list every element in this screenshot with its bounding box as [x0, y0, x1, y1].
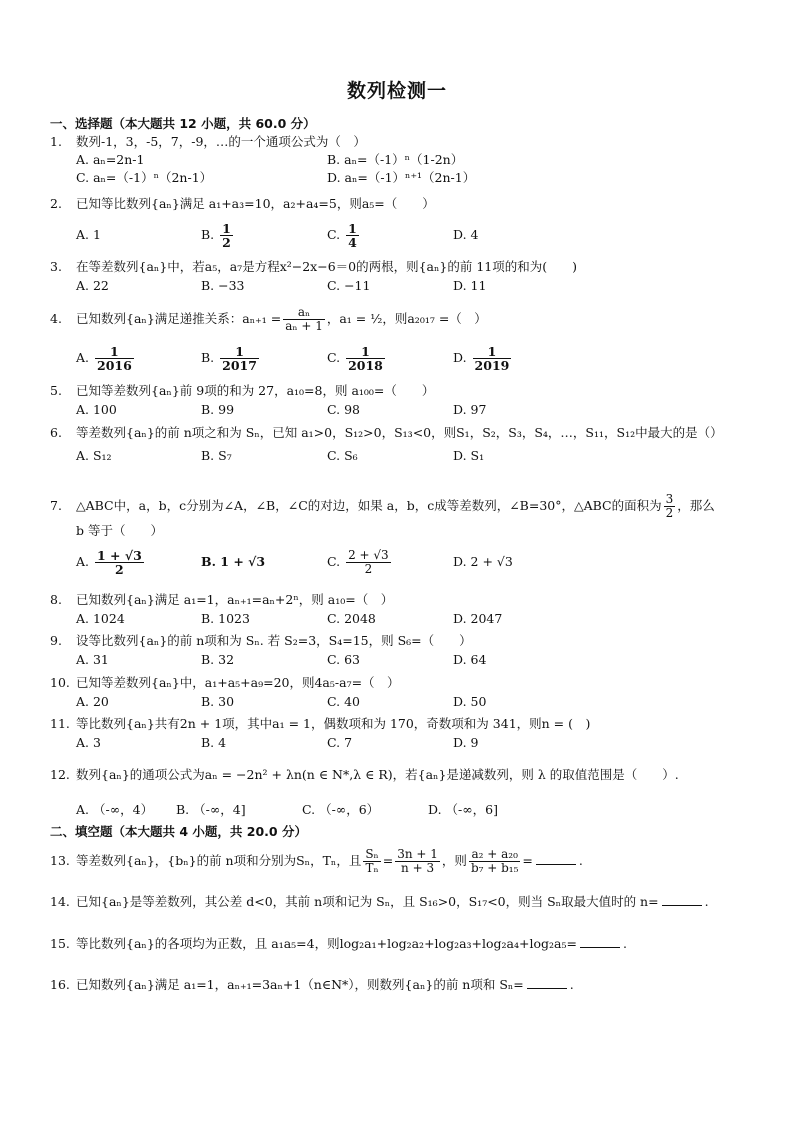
option-b: B. 1 + √3: [201, 554, 266, 569]
option-c: C. $\frac{1}{2018}$: [327, 344, 383, 373]
option-c: C. S₆: [327, 448, 358, 463]
option-a: A. 3: [76, 735, 101, 750]
option-d: D. 64: [453, 652, 487, 667]
question-stem: 已知{aₙ}是等差数列，其公差 d<0，其前 n项和记为 Sₙ，且 S₁₆>0，S₁₇<0，则当 Sₙ取最大值时的 n= .: [76, 894, 709, 909]
option-a: A. 1024: [76, 611, 125, 626]
option-b: B. 1023: [201, 611, 250, 626]
question-number: 12.: [50, 767, 70, 782]
question-stem: 已知等差数列{aₙ}前 9项的和为 27，a₁₀=8，则 a₁₀₀=（ ）: [76, 383, 435, 398]
option-d: D. $\frac{1}{2019}$: [453, 344, 510, 373]
question-stem: 等比数列{aₙ}共有2n + 1项，其中a₁ = 1，偶数项和为 170，奇数项和为 341，则n = ( ): [76, 716, 591, 731]
question-9: [50, 632, 748, 670]
question-stem: 已知数列{aₙ}满足递推关系：aₙ₊₁ = $\frac{\text{aₙ}}{\text{aₙ + 1}}$ ，a₁ = ½，则a₂₀₁₇ =（ ）: [76, 305, 487, 333]
question-14: [50, 893, 748, 911]
question-10: [50, 674, 748, 712]
option-d: D. 9: [453, 735, 479, 750]
question-number: 16.: [50, 977, 70, 992]
option-d: D. aₙ=（-1）ⁿ⁺¹（2n-1）: [327, 170, 476, 185]
option-c: C. 40: [327, 694, 360, 709]
option-d: D. 97: [453, 402, 487, 417]
question-stem: 设等比数列{aₙ}的前 n项和为 Sₙ. 若 S₂=3，S₄=15，则 S₆=（ ）: [76, 633, 472, 648]
option-c: C. aₙ=（-1）ⁿ（2n-1）: [76, 170, 213, 185]
question-1: [50, 133, 748, 187]
question-number: 8.: [50, 592, 62, 607]
question-12: [50, 766, 748, 820]
question-stem: 数列{aₙ}的通项公式为aₙ = −2n² + λn(n ∈ N*,λ ∈ R)，若{aₙ}是递减数列，则 λ 的取值范围是（ ）.: [76, 767, 679, 782]
question-stem-line2: b 等于（ ）: [76, 523, 163, 538]
question-number: 5.: [50, 383, 62, 398]
option-d: D. S₁: [453, 448, 485, 463]
question-7: [50, 490, 748, 578]
option-c: C. $\frac{1}{4}$: [327, 221, 357, 250]
option-b: B. 4: [201, 735, 227, 750]
question-number: 6.: [50, 425, 62, 440]
option-a: A. 31: [76, 652, 109, 667]
option-b: B. aₙ=（-1）ⁿ（1-2n）: [327, 152, 464, 167]
option-b: B. 32: [201, 652, 235, 667]
question-2: [50, 195, 748, 251]
option-b: B. $\frac{1}{2}$: [201, 221, 231, 250]
option-a: A. 22: [76, 278, 109, 293]
option-c: C. 2048: [327, 611, 376, 626]
option-c: C. $\frac{2 + √3}{2}$: [327, 548, 389, 576]
page-title: 数列检测一: [346, 80, 447, 102]
option-c: C. 98: [327, 402, 360, 417]
question-5: [50, 382, 748, 420]
question-number: 4.: [50, 311, 62, 326]
option-a: A. S₁₂: [76, 448, 112, 463]
option-b: B. 30: [201, 694, 235, 709]
option-c: C. 63: [327, 652, 360, 667]
option-d: D. 2047: [453, 611, 503, 626]
question-stem: 等差数列{aₙ}的前 n项之和为 Sₙ，已知 a₁>0，S₁₂>0，S₁₃<0，则S₁，S₂，S₃，S₄，…，S₁₁，S₁₂中最大的是（）: [76, 425, 723, 440]
question-stem: 已知等差数列{aₙ}中，a₁+a₅+a₉=20，则4a₅-a₇=（ ）: [76, 675, 400, 690]
option-d: D. 50: [453, 694, 487, 709]
question-stem: 在等差数列{aₙ}中，若a₅，a₇是方程x²−2x−6＝0的两根，则{aₙ}的前 11项的和为( ): [76, 259, 578, 274]
question-number: 7.: [50, 498, 62, 513]
question-number: 15.: [50, 936, 70, 951]
question-number: 11.: [50, 716, 70, 731]
question-3: [50, 258, 748, 296]
option-b: B. （-∞，4]: [176, 802, 246, 817]
option-c: C. −11: [327, 278, 371, 293]
option-a: A. $\frac{1}{2016}$: [76, 344, 132, 373]
option-b: B. 99: [201, 402, 235, 417]
option-a: A. 100: [76, 402, 117, 417]
option-b: B. $\frac{1}{2017}$: [201, 344, 257, 373]
section-heading-choice: 一、选择题（本大题共 12 小题，共 60.0 分）: [50, 116, 316, 131]
option-a: A. $\frac{1 + √3}{2}$: [76, 548, 142, 577]
answer-blank[interactable]: [536, 852, 576, 865]
question-number: 1.: [50, 134, 62, 149]
question-15: [50, 935, 748, 953]
option-a: A. 20: [76, 694, 109, 709]
question-16: [50, 976, 748, 994]
question-number: 9.: [50, 633, 62, 648]
question-stem: 已知数列{aₙ}满足 a₁=1，aₙ₊₁=aₙ+2ⁿ，则 a₁₀=（ ）: [76, 592, 394, 607]
option-c: C. （-∞，6）: [302, 802, 380, 817]
question-6: [50, 424, 748, 466]
question-4: [50, 302, 748, 374]
question-13: [50, 843, 748, 879]
option-c: C. 7: [327, 735, 353, 750]
option-d: D. 11: [453, 278, 487, 293]
question-stem: 等比数列{aₙ}的各项均为正数，且 a₁a₅=4，则log₂a₁+log₂a₂+log₂a₃+log₂a₄+log₂a₅= .: [76, 936, 627, 951]
question-stem: 已知等比数列{aₙ}满足 a₁+a₃=10，a₂+a₄=5，则a₅=（ ）: [76, 196, 435, 211]
answer-blank[interactable]: [527, 976, 567, 989]
option-b: B. −33: [201, 278, 245, 293]
question-number: 2.: [50, 196, 62, 211]
option-a: A. aₙ=2n-1: [76, 152, 145, 167]
section-heading-fill: 二、填空题（本大题共 4 小题，共 20.0 分）: [50, 824, 307, 839]
option-b: B. S₇: [201, 448, 232, 463]
option-d: D. （-∞，6]: [428, 802, 498, 817]
answer-blank[interactable]: [580, 935, 620, 948]
question-number: 3.: [50, 259, 62, 274]
question-8: [50, 591, 748, 629]
option-d: D. 4: [453, 227, 479, 242]
question-number: 14.: [50, 894, 70, 909]
question-stem: 等差数列{aₙ}，{bₙ}的前 n项和分别为Sₙ，Tₙ，且 $\frac{\text{Sₙ}}{\text{Tₙ}}$ = $\frac{3n + 1}{n + 3}$ ，则 $\frac{\text{a₂ + a₂₀}}{\text{b₇ + b₁₅}}$ = .: [76, 847, 583, 875]
question-11: [50, 715, 748, 753]
option-d: D. 2 + √3: [453, 554, 513, 569]
answer-blank[interactable]: [662, 893, 702, 906]
option-a: A. 1: [76, 227, 101, 242]
question-number: 13.: [50, 853, 70, 868]
question-stem: 已知数列{aₙ}满足 a₁=1，aₙ₊₁=3aₙ+1（n∈N*），则数列{aₙ}的前 n项和 Sₙ= .: [76, 977, 574, 992]
question-stem: 数列-1，3，-5，7，-9，…的一个通项公式为（ ）: [76, 134, 366, 149]
question-number: 10.: [50, 675, 70, 690]
question-stem: △ABC中，a，b，c分别为∠A，∠B，∠C的对边，如果 a，b，c成等差数列，∠B=30°，△ABC的面积为 $\frac{3}{2}$ ，那么: [76, 492, 715, 520]
option-a: A. （-∞，4）: [76, 802, 154, 817]
